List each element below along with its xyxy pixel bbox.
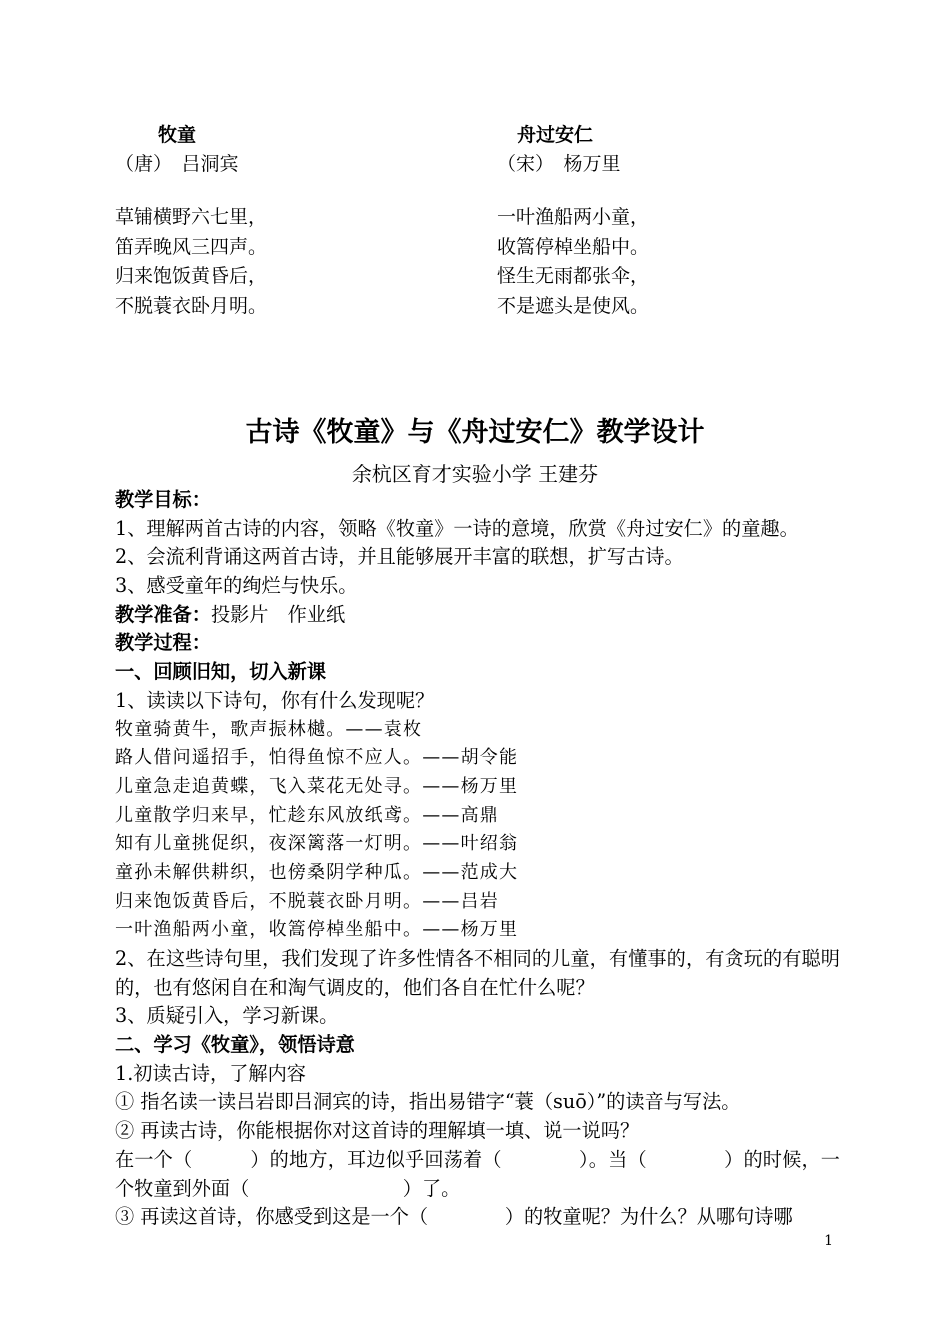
prep-text: 投影片 作业纸 <box>210 602 346 626</box>
poem1-line: 不脱蓑衣卧月明。 <box>115 294 268 317</box>
document-title: 古诗《牧童》与《舟过安仁》教学设计 <box>245 417 705 448</box>
prep-heading: 教学准备： <box>115 602 211 626</box>
section2-heading: 二、学习《牧童》，领悟诗意 <box>115 1033 355 1057</box>
poem1-title: 牧童 <box>158 124 197 146</box>
verse-line: 儿童散学归来早，忙趁东风放纸鸢。——高鼎 <box>115 804 499 826</box>
s1-item2: 2、在这些诗句里，我们发现了许多性情各不相同的儿童，有懂事的，有贪玩的有聪明的，也有悠闲自在和淘气调皮的，他们各自在忙什么呢？ <box>115 947 840 999</box>
goal-item: 2、会流利背诵这两首古诗，并且能够展开丰富的联想，扩写古诗。 <box>115 545 684 569</box>
section1-heading: 一、回顾旧知，切入新课 <box>115 660 327 684</box>
poem2-title: 舟过安仁 <box>517 124 594 146</box>
document-subtitle: 余杭区育才实验小学 王建芬 <box>351 462 599 486</box>
poem2-line: 怪生无雨都张伞， <box>497 265 650 287</box>
verse-line: 童孙未解供耕织，也傍桑阴学种瓜。——范成大 <box>115 861 519 883</box>
s2-circle-1: ① 指名读一读吕岩即吕洞宾的诗，指出易错字“蓑（suō）”的读音与写法。 <box>115 1090 741 1114</box>
s2-circle-3: ③ 再读这首诗，你感受到这是一个（ ）的牧童呢？为什么？从哪句诗哪 <box>115 1205 793 1229</box>
s2-fill-blank: 在一个（ ）的地方，耳边似乎回荡着（ ）。当（ ）的时候，一个牧童到外面（ ）了。 <box>115 1147 840 1200</box>
verse-line: 知有儿童挑促织，夜深篱落一灯明。——叶绍翁 <box>115 833 519 855</box>
poem2-author: （宋） 杨万里 <box>497 153 621 175</box>
s1-item3: 3、质疑引入，学习新课。 <box>115 1004 339 1028</box>
poem2-line: 一叶渔船两小童， <box>497 206 650 228</box>
verse-line: 一叶渔船两小童，收篙停棹坐船中。——杨万里 <box>115 919 519 941</box>
poem1-line: 归来饱饭黄昏后， <box>115 265 268 287</box>
verse-line: 归来饱饭黄昏后，不脱蓑衣卧月明。——吕岩 <box>115 890 499 912</box>
s1-item1: 1、读读以下诗句，你有什么发现呢？ <box>115 688 435 712</box>
page-number: 1 <box>824 1233 833 1249</box>
poem1-author: （唐） 吕洞宾 <box>115 153 239 175</box>
poem1-line: 草铺横野六七里， <box>115 206 268 228</box>
s2-item1: 1.初读古诗，了解内容 <box>115 1061 306 1085</box>
verse-line: 牧童骑黄牛，歌声振林樾。——袁枚 <box>115 718 423 740</box>
process-heading: 教学过程： <box>115 631 211 655</box>
poem2-line: 收篙停棹坐船中。 <box>497 235 650 258</box>
poem1-line: 笛弄晚风三四声。 <box>115 235 268 258</box>
prep-line <box>115 601 840 630</box>
poem2-line: 不是遮头是使风。 <box>497 294 650 317</box>
verse-line: 儿童急走追黄蝶，飞入菜花无处寻。——杨万里 <box>115 775 519 797</box>
document-body <box>115 486 840 1232</box>
goal-item: 1、理解两首古诗的内容，领略《牧童》一诗的意境，欣赏《舟过安仁》的童趣。 <box>115 516 799 540</box>
goal-item: 3、感受童年的绚烂与快乐。 <box>115 574 358 598</box>
poem2-body <box>497 203 649 321</box>
s2-circle-2: ② 再读古诗，你能根据你对这首诗的理解填一填、说一说吗？ <box>115 1119 640 1143</box>
poem1-body <box>115 203 267 321</box>
verse-line: 路人借问遥招手，怕得鱼惊不应人。——胡令能 <box>115 747 519 769</box>
goals-heading: 教学目标： <box>115 488 211 511</box>
